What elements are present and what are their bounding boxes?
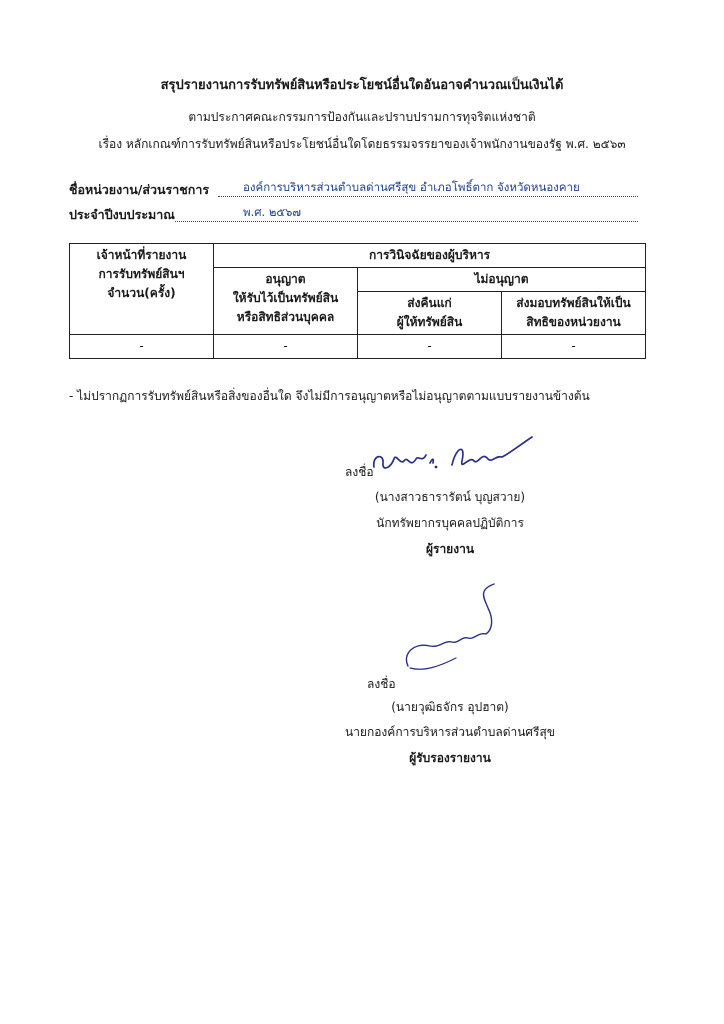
header-return-to-giver: ส่งคืนแก่ ผู้ให้ทรัพย์สิน	[358, 292, 502, 335]
table-cell: -	[214, 335, 358, 359]
note-text: - ไม่ปรากฏการรับทรัพย์สินหรือสิ่งของอื่นใด จึงไม่มีการอนุญาตหรือไม่อนุญาตตามแบบรายงานข้างต้น	[69, 389, 590, 403]
reporter-name: (นางสาวธารารัตน์ บุญสวาย)	[374, 490, 526, 504]
report-title: สรุปรายงานการรับทรัพย์สินหรือประโยชน์อื่นใดอันอาจคำนวณเป็นเงินได้	[160, 78, 564, 93]
header-deliver-to-agency: ส่งมอบทรัพย์สินให้เป็น สิทธิของหน่วยงาน	[502, 292, 646, 335]
fiscal-year-label: ประจำปีงบประมาณ	[69, 207, 175, 222]
certifier-sign-label: ลงชื่อ	[367, 677, 396, 691]
header-allowed: อนุญาต ให้รับไว้เป็นทรัพย์สิน หรือสิทธิส่วนบุคคล	[214, 268, 358, 335]
table-cell: -	[358, 335, 502, 359]
certifier-role: ผู้รับรองรายงาน	[409, 751, 491, 765]
agency-value: องค์การบริหารส่วนตำบลด่านศรีสุข อำเภอโพธิ์ตาก จังหวัดหนองคาย	[243, 180, 580, 194]
fiscal-year-value: พ.ศ. ๒๕๖๗	[243, 205, 302, 219]
reporter-signature	[370, 425, 535, 480]
reporter-position: นักทรัพยากรบุคคลปฏิบัติการ	[376, 516, 524, 530]
table-cell: -	[502, 335, 646, 359]
table-row	[70, 335, 646, 359]
agency-label: ชื่อหน่วยงาน/ส่วนราชการ	[69, 182, 210, 197]
header-not-allowed: ไม่อนุญาต	[358, 268, 646, 292]
table-cell: -	[70, 335, 214, 359]
announcement-line: ตามประกาศคณะกรรมการป้องกันและปราบปรามการทุจริตแห่งชาติ	[188, 110, 536, 124]
certifier-name: (นายวุฒิธจักร อุปฮาต)	[391, 700, 509, 714]
header-executive-decision: การวินิจฉัยของผู้บริหาร	[214, 244, 646, 268]
subject-line: เรื่อง หลักเกณฑ์การรับทรัพย์สินหรือประโยชน์อื่นใดโดยธรรมจรรยาของเจ้าพนักงานของรัฐ พ.ศ. ๒๕๖๓	[98, 137, 626, 151]
certifier-signature	[400, 580, 500, 680]
reporter-sign-label: ลงชื่อ	[345, 465, 374, 479]
certifier-position: นายกองค์การบริหารส่วนตำบลด่านศรีสุข	[344, 725, 556, 739]
reporter-role: ผู้รายงาน	[425, 542, 475, 556]
report-table	[69, 243, 646, 359]
header-reported-count: เจ้าหน้าที่รายงาน การรับทรัพย์สินฯ จำนวน(ครั้ง)	[70, 244, 214, 335]
